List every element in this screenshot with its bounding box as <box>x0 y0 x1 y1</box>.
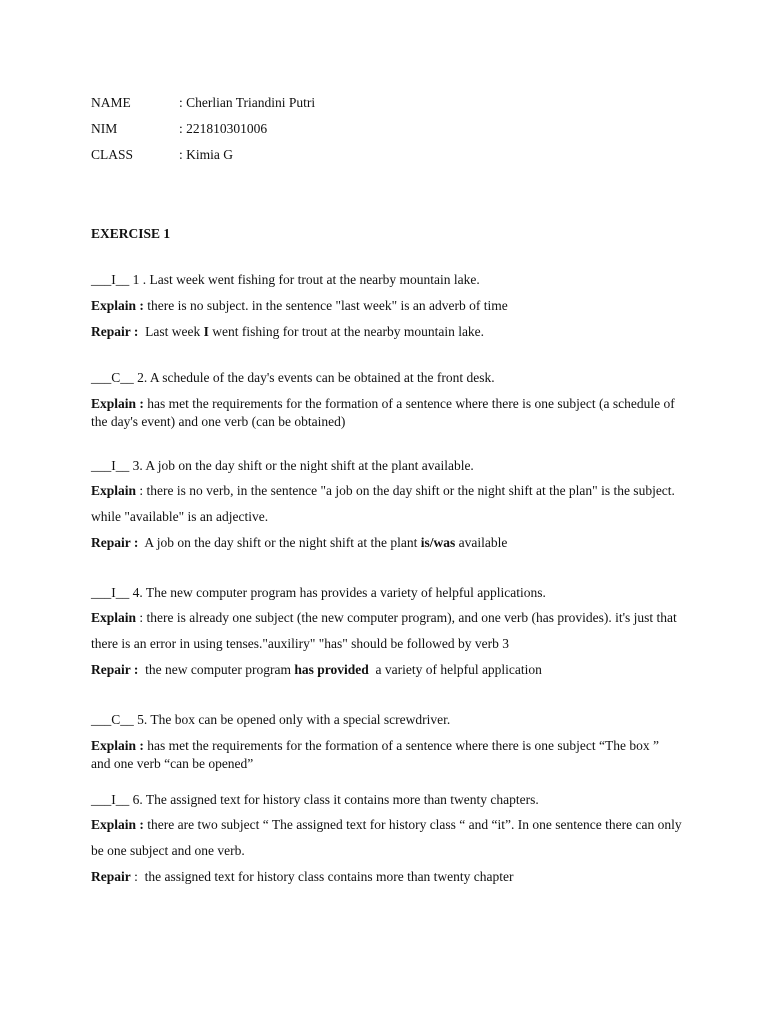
question-5: ___C__ 5. The box can be opened only with a special screwdriver. <box>91 712 451 727</box>
repair-bold-3: is/was <box>420 535 456 550</box>
repair-pre-6: : the assigned text for history class contains more than twenty chapter <box>130 869 514 884</box>
explain-label-2: Explain : <box>91 396 144 411</box>
repair-label-4: Repair : <box>91 662 139 677</box>
document-page <box>91 94 691 890</box>
repair-3 <box>91 530 691 556</box>
explain-text-3: : there is no verb, in the sentence "a job on the day shift or the night shift at the plan" is the subject. while "available" is an adjective. <box>91 483 675 524</box>
repair-6 <box>91 864 691 890</box>
explain-1 <box>91 297 691 315</box>
name-row <box>91 94 691 120</box>
class-row <box>91 146 691 172</box>
explain-label-6: Explain : <box>91 817 144 832</box>
repair-pre-3: A job on the day shift or the night shift at the plant <box>138 535 421 550</box>
repair-1 <box>91 323 691 341</box>
explain-text-2: has met the requirements for the formation of a sentence where there is one subject (a schedule of the day's event) and one verb (can be obtained) <box>91 396 675 429</box>
exercise-item-5 <box>91 711 691 773</box>
repair-pre-4: the new computer program <box>138 662 295 677</box>
explain-text-4: : there is already one subject (the new computer program), and one verb (has provides). it's just that there is an error in using tenses."auxiliry" "has" should be followed by verb 3 <box>91 610 677 651</box>
exercise-item-2 <box>91 369 691 431</box>
repair-post-3: available <box>455 535 508 550</box>
question-2: ___C__ 2. A schedule of the day's events can be obtained at the front desk. <box>91 370 495 385</box>
explain-text-1: there is no subject. in the sentence "last week" is an adverb of time <box>143 298 508 313</box>
exercise-items <box>91 271 691 890</box>
explain-3 <box>91 478 683 530</box>
explain-2 <box>91 395 681 431</box>
explain-label-5: Explain : <box>91 738 144 753</box>
exercise-item-3 <box>91 457 691 556</box>
explain-label-1: Explain : <box>91 298 144 313</box>
class-value: : Kimia G <box>179 147 233 162</box>
exercise-item-4 <box>91 584 691 683</box>
name-value: : Cherlian Triandini Putri <box>179 95 316 110</box>
repair-label-6: Repair <box>91 869 131 884</box>
explain-label-4: Explain <box>91 610 137 625</box>
exercise-title: EXERCISE 1 <box>91 226 171 241</box>
repair-bold-4: has provided <box>294 662 369 677</box>
explain-label-3: Explain <box>91 483 137 498</box>
question-6: ___I__ 6. The assigned text for history class it contains more than twenty chapters. <box>91 792 539 807</box>
question-3: ___I__ 3. A job on the day shift or the night shift at the plant available. <box>91 458 474 473</box>
nim-value: : 221810301006 <box>179 121 268 136</box>
nim-row <box>91 120 691 146</box>
exercise-item-1 <box>91 271 691 341</box>
exercise-item-6 <box>91 791 691 890</box>
explain-4 <box>91 605 683 657</box>
explain-5 <box>91 737 666 773</box>
explain-text-6: there are two subject “ The assigned text for history class “ and “it”. In one sentence there can only be one subject and one verb. <box>91 817 682 858</box>
class-label: CLASS <box>91 147 134 162</box>
explain-6 <box>91 812 687 864</box>
repair-post-4: a variety of helpful application <box>368 662 542 677</box>
repair-4 <box>91 657 691 683</box>
repair-bold-1: I <box>203 324 209 339</box>
question-1: ___I__ 1 . Last week went fishing for trout at the nearby mountain lake. <box>91 272 480 287</box>
explain-text-5: has met the requirements for the formation of a sentence where there is one subject “The box ” and one verb “can be opened” <box>91 738 659 771</box>
name-label: NAME <box>91 95 131 110</box>
repair-label-3: Repair : <box>91 535 139 550</box>
nim-label: NIM <box>91 121 118 136</box>
repair-post-1: went fishing for trout at the nearby mountain lake. <box>208 324 485 339</box>
repair-pre-1: Last week <box>138 324 204 339</box>
question-4: ___I__ 4. The new computer program has provides a variety of helpful applications. <box>91 585 546 600</box>
repair-label-1: Repair : <box>91 324 139 339</box>
